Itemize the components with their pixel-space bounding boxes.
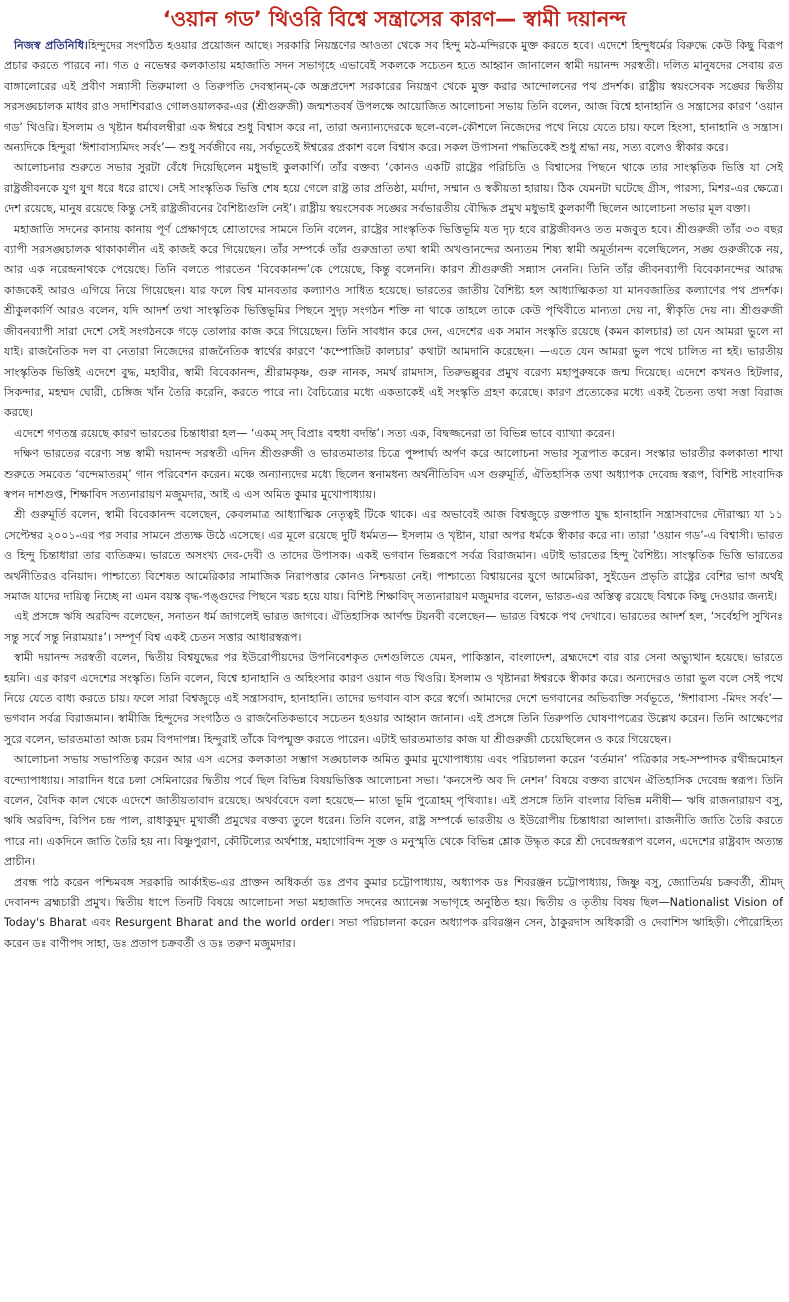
article-paragraph-3: মহাজাতি সদনের কানায় কানায় পূর্ণ প্রেক্ষাগৃহে শ্রোতাদের সামনে তিনি বলেন, রাষ্ট্রের সাংস্কৃতিক ভিত্তিভূমি যত দৃঢ় হবে রাষ্ট্রজীবনও তত মজবুত হবে। শ্রীগুরুজী তাঁর ৩৩ বছর ব্যাপী সরসঙ্ঘচালক থাকাকালীন এই কাজই করে গিয়েছেন। তাঁর সম্পর্কে তাঁর গুরুভ্রাতা তথা স্বামী অখণ্ডানন্দের অন্যতম শিষ্য স্বামী অমূর্তানন্দ বলেছিলেন, সঙ্ঘ গুরুজীকে নয়, আর এক নরেন্দ্রনাথকে পেয়েছে। তিনি বলতে পারতেন ‘বিবেকানন্দ’কে পেয়েছে, কিন্তু বলেননি। কারণ শ্রীগুরুজী সন্ন্যাস নেননি। তিনি তাঁর জীবনব্যাপী বিবেকানন্দের আরদ্ধ কাজকেই আরও এগিয়ে নিয়ে গিয়েছেন। যার ফলে বিশ্ব মানবতার কল্যাণও সাধিত হয়েছে। ভারতের জাতীয় বৈশিষ্ট্য হল আধ্যাত্মিকতা যা মানবজাতির কল্যাণের পথ প্রদর্শক। শ্রীকুলকার্ণি আরও বলেন, যদি আদর্শ তথা সাংস্কৃতিক ভিত্তিভূমির পিছনে সুদৃঢ় সংগঠন শক্তি না থাকে তাহলে তাকে কেউ পৃথিবীতে মান্যতা দেয় না, স্বীকৃতি দেয় না। শ্রীগুরুজী জীবনব্যাপী সারা দেশে সেই সংগঠনকে গড়ে তোলার কাজ করে গিয়েছেন। তিনি সাবধান করে দেন, এদেশের এক সমান সংস্কৃতি রয়েছে (কমন কালচার) তা যেন আমরা ভুলে না যাই। রাজনৈতিক দল বা নেতারা নিজেদের রাজনৈতিক স্বার্থের কারণে ‘কম্পোজিট কালচার’ কথাটা আমদানি করেছেন। —এতে যেন আমরা ভুল পথে চালিত না হই। ভারতীয় সাংস্কৃতিক ভিত্তিই এদেশে বুদ্ধ, মহাবীর, স্বামী বিবেকানন্দ, শ্রীরামকৃষ্ণ, গুরু নানক, সমর্থ রামদাস, তিরুভল্লুবর প্রমুখ বরেণ্য মহাপুরুষকে জন্ম দিয়েছে। এদেশে কখনও হিটলার, সিকন্দার, মহম্মদ ঘোরী, চেঙ্গিজ খাঁন তৈরি করেনি, করতে পারে না। বৈচিত্র্যের মধ্যে একতাকেই এই সংস্কৃতি গ্রহণ করেছে। কারণ প্রত্যেকের মধ্যে একই চৈতন্য তথা সত্তা বিরাজ করছে। (4, 222, 784, 420)
paragraph-1-text: হিন্দুদের সংগঠিত হওয়ার প্রয়োজন আছে। সরকারি নিয়ন্ত্রণের আওতা থেকে সব হিন্দু মঠ-মন্দিরকে মুক্ত করতে হবে। এদেশে হিন্দুধর্মের বিরুদ্ধে কেউ কিছু বিরূপ প্রচার করতে পারবে না। গত ৫ নভেম্বর কলকাতায় মহাজাতি সদন সভাগৃহে এভাবেই সকলকে সচেতন হতে আহ্বান জানালেন স্বামী দয়ানন্দ সরস্বতী। দলিত মানুষদের সেবায় রত বাঙ্গালোরের এই প্রবীণ সন্ন্যাসী তিরুমালা ও তিরুপতি দেবস্থানম্‌-কে অন্ধ্রপ্রদেশ সরকারের নিয়ন্ত্রণ থেকে মুক্ত করার আন্দোলনের পথ প্রদর্শক। রাষ্ট্রীয় স্বয়ংসেবক সঙ্ঘের দ্বিতীয় সরসঙ্ঘচালক মাধব রাও সদাশিবরাও গোলওয়ালকর-এর (শ্রীগুরুজী) জন্মশতবর্ষ উপলক্ষে আয়োজিত আলোচনা সভায় তিনি বলেন, আজ বিশ্বে হানাহানি ও সন্ত্রাসের কারণ ‘ওয়ান গড’ থিওরি। ইসলাম ও খৃষ্টান ধর্মাবলম্বীরা এক ঈশ্বরে শুধু বিশ্বাস করে না, তারা অন্যান্যদেরকে ছলে-বলে-কৌশলে নিজেদের পথে নিয়ে যেতে চায়। ফলে হিংসা, হানাহানি ও সন্ত্রাস। অন্যদিকে হিন্দুরা ‘ঈশাবাস্যমিদং সর্বং’— শুধু সর্বজীবে নয়, সর্বভূতেই ঈশ্বরের প্রকাশ বলে বিশ্বাস করে। সকল উপাসনা পদ্ধতিকেই শুধু শ্রদ্ধা নয়, সত্য বলেও স্বীকার করে। (4, 39, 783, 155)
article-paragraph-4: এদেশে গণতন্ত্র রয়েছে কারণ ভারতের চিন্তাধারা হল— ‘একম্‌ সদ্‌ বিপ্রাঃ বহুধা বদন্তি’। সত্য এক, বিদ্বজ্জনেরা তা বিভিন্ন ভাবে ব্যাখ্যা করেন। (14, 426, 615, 440)
article-headline: ‘ওয়ান গড’ থিওরি বিশ্বে সন্ত্রাসের কারণ— স্বামী দয়ানন্দ (162, 7, 627, 31)
article-paragraph-8: স্বামী দয়ানন্দ সরস্বতী বলেন, দ্বিতীয় বিশ্বযুদ্ধের পর ইউরোপীয়দের উপনিবেশকৃত দেশগুলিতে যেমন, পাকিস্তান, বাংলাদেশ, ব্রহ্মদেশে বার বার সেনা অভ্যুত্থান হয়েছে। ভারতে হয়নি। এর কারণ এদেশের সংস্কৃতি। তিনি বলেন, বিশ্বে হানাহানি ও অহিংসার কারণ ওয়ান গড থিওরি। ইসলাম ও খৃষ্টানরা ঈশ্বরকে স্বীকার করে। অন্যদেরও তারা ভুল বলে সেই পথে নিয়ে যেতে বাধ্য করতে চায়। ফলে সারা বিশ্বজুড়ে এই সন্ত্রাসবাদ, হানাহানি। তাদের ভগবান বাস করে স্বর্গে। আমাদের দেশে ভগবানের অভিব্যক্তি সর্বভূতে, ‘ঈশাবাস্য -মিদং সর্বং’— ভগবান সর্বত্র বিরাজমান। স্বামীজি হিন্দুদের সংগঠিত ও রাজনৈতিকভাবে সচেতন হওয়ার আহ্বান জানান। এই প্রসঙ্গে তিনি তিরুপতি ঘোষণাপত্রের উল্লেখ করেন। তিনি আক্ষেপের সুরে বলেন, ভারতমাতা আজ চরম বিপদাপন্ন। হিন্দুরাই তাঁকে বিপন্মুক্ত করতে পারেন। এটাই ভারতমাতার কাজ যা শ্রীগুরুজী চেয়েছিলেন ও করে গিয়েছেন। (4, 651, 783, 746)
article-paragraph-1 (4, 36, 783, 158)
article-paragraph-9: আলোচনা সভায় সভাপতিত্ব করেন আর এস এসের কলকাতা সম্ভাগ সঙ্ঘচালক অমিত কুমার মুখোপাধ্যায় এবং পরিচালনা করেন ‘বর্তমান’ পত্রিকার সহ-সম্পাদক রথীন্দ্রমোহন বন্দ্যোপাধ্যায়। সারাদিন ধরে চলা সেমিনারের দ্বিতীয় পর্বে ছিল বিভিন্ন বিষয়ভিত্তিক আলোচনা সভা। ‘কনসেপ্ট অব দি নেশন’ বিষয়ে বক্তব্য রাখেন ঐতিহাসিক দেবেন্দ্র স্বরূপ। তিনি বলেন, বৈদিক কাল থেকে এদেশে জাতীয়তাবাদ রয়েছে। অথর্ববেদে বলা হয়েছে— মাতা ভূমি পুত্রোহম্‌ পৃথিব্যাঃ। এই প্রসঙ্গে তিনি বাংলার বিভিন্ন মনীষী— ঋষি রাজনারায়ণ বসু, ঋষি অরবিন্দ, বিপিন চন্দ্র পাল, রাধাকুমুদ মুখার্জী প্রমুখের বক্তব্য তুলে ধরেন। তিনি বলেন, রাষ্ট্র সম্পর্কে ভারতীয় ও ইউরোপীয় চিন্তাধারা আলাদা। রাজনীতি জাতি তৈরি করতে পারে না। একদিনে জাতি তৈরি হয় না। বিষ্ণুপুরাণ, কৌটিল্যের অর্থশাস্ত্র, মহাগোবিন্দ সূক্ত ও মনুস্মৃতি থেকে বিভিন্ন শ্লোক উদ্ধৃত করে শ্রী দেবেন্দ্রস্বরূপ বলেন, এদেশের রাষ্ট্রবাদ অত্যন্ত প্রাচীন। (4, 753, 783, 869)
article-paragraph-5: দক্ষিণ ভারতের বরেণ্য সন্ত স্বামী দয়ানন্দ সরস্বতী এদিন শ্রীগুরুজী ও ভারতমাতার চিত্রে পুষ্পার্ঘ্য অর্পণ করে আলোচনা সভার সূত্রপাত করেন। সংস্কার ভারতীর কলকাতা শাখা শুরুতে সমবেত ‘বন্দেমাতরম্‌’ গান পরিবেশন করেন। মঞ্চে অন্যান্যদের মধ্যে ছিলেন স্বনামধন্য অর্থনীতিবিদ এস গুরুমূর্তি, ঐতিহাসিক তথা অধ্যাপক দেবেন্দ্র স্বরূপ, বিশিষ্ট সাংবাদিক স্বপন দাশগুপ্ত, শিক্ষাবিদ সত্যনারায়ণ মজুমদার, আই এ এস অমিত কুমার মুখোপাধ্যায়। (4, 447, 783, 501)
article-paragraph-6: শ্রী গুরুমূর্তি বলেন, স্বামী বিবেকানন্দ বলেছেন, কেবলমাত্র আধ্যাত্মিক নেতৃত্বই টিকে থাকে। এর অভাবেই আজ বিশ্বজুড়ে রক্তপাত যুদ্ধ হানাহানি সন্ত্রাসবাদের দৌরাত্ম্য যা ১১ সেপ্টেম্বর ২০০১-এর পর সবার সামনে প্রত্যক্ষ উঠে এসেছে। এর মূলে রয়েছে দুটি ধর্মমত— ইসলাম ও খৃষ্টান, যারা অপর ধর্মকে স্বীকার করে না। তারা ‘ওয়ান গড’-এ বিশ্বাসী। ভারত ও হিন্দু চিন্তাধারা তার ব্যতিক্রম। ভারতে অসংখ্য দেব-দেবী ও তাদের উপাসক। একই ভগবান ভিন্নরূপে সর্বত্র বিরাজমান। এটাই ভারতের হিন্দু বৈশিষ্ট্য। সাংস্কৃতিক ভিত্তি ভারতের অর্থনীতিরও বনিয়াদ। পাশ্চাত্যে বিশেষত আমেরিকার সামাজিক নিরাপত্তার কোনও নিশ্চয়তা নেই। পাশ্চাত্যে বিশ্বায়নের যুগে আমেরিকা, সুইডেন প্রভৃতি রাষ্ট্রের বেশির ভাগ অর্থই সমাজ যাদের দায়িত্ব নিচ্ছে না এমন বয়স্ক বৃদ্ধ-পঙ্গুদের পিছনে খরচ হয়ে যায়। বিশিষ্ট শিক্ষাবিদ্‌ সত্যনারায়ণ মজুমদার বলেন, ভারত-এর অস্তিত্ব রয়েছে বিশ্বকে কিছু দেওয়ার জন্যই। (4, 508, 783, 603)
article-body (0, 36, 789, 954)
article-paragraph-2: আলোচনার শুরুতে সভার সুরটা বেঁধে দিয়েছিলেন মধুভাই কুলকার্ণি। তাঁর বক্তব্য ‘কোনও একটি রাষ্ট্রের পরিচিতি ও বিশ্বাসের পিছনে থাকে তার সাংস্কৃতিক ভিত্তি যা সেই রাষ্ট্রজীবনকে যুগ যুগ ধরে ধরে রাখে। সেই সাংস্কৃতিক ভিত্তি শেষ হয়ে গেলে রাষ্ট্র তার প্রতিষ্ঠা, মর্যাদা, সম্মান ও স্বকীয়তা হারায়। ঠিক যেমনটা ঘটেছে গ্রীস, পারস্য, মিশর-এর ক্ষেত্রে। দেশ রয়েছে, মানুষ রয়েছে কিন্তু সেই রাষ্ট্রজীবনের বৈশিষ্ট্যগুলি নেই’। রাষ্ট্রীয় স্বয়ংসেবক সঙ্ঘের সর্বভারতীয় বৌদ্ধিক প্রমুখ মধুভাই কুলকার্ণী ছিলেন আলোচনা সভার মূল বক্তা। (4, 161, 783, 216)
byline: নিজস্ব প্রতিনিধি। (14, 39, 88, 52)
article-paragraph-7: এই প্রসঙ্গে ঋষি অরবিন্দ বলেছেন, সনাতন ধর্ম জাগলেই ভারত জাগবে। ঐতিহাসিক আর্ণল্ড টয়নবী বলেছেন— ভারত বিশ্বকে পথ দেখাবে। ভারতের আদর্শ হল, ‘সর্বেহপি সুখিনঃ সন্তু সর্বে সন্তু নিরাময়াঃ’। সম্পূর্ণ বিশ্ব একই চেতন সত্তার আধারস্বরূপ। (4, 610, 783, 644)
article-paragraph-10: প্রবন্ধ পাঠ করেন পশ্চিমবঙ্গ সরকারি আর্কাইভ-এর প্রাক্তন অধিকর্তা ডঃ প্রণব কুমার চট্টোপাধ্যায়, অধ্যাপক ডঃ শিবরঞ্জন চট্টোপাধ্যায়, জিষ্ণু বসু, জ্যোতির্ময় চক্রবর্তী, শ্রীমদ্‌ দেবানন্দ ব্রহ্মচারী প্রমুখ। দ্বিতীয় ধাপে তিনটি বিষয়ে আলোচনা সভা মহাজাতি সদনের অ্যানেক্স সভাগৃহে অনুষ্ঠিত হয়। দ্বিতীয় ও তৃতীয় বিষয় ছিল—Nationalist Vision of Today's Bharat এবং Resurgent Bharat and the world order। সভা পরিচালনা করেন অধ্যাপক রবিরঞ্জন সেন, ঠাকুরদাস অধিকারী ও দেবাশিস ঋাহিড়ী। পৌরোহিত্য করেন ডঃ বাণীপদ সাহা, ডঃ প্রতাপ চক্রবর্তী ও ডঃ তরুণ মজুমদার। (4, 875, 783, 950)
